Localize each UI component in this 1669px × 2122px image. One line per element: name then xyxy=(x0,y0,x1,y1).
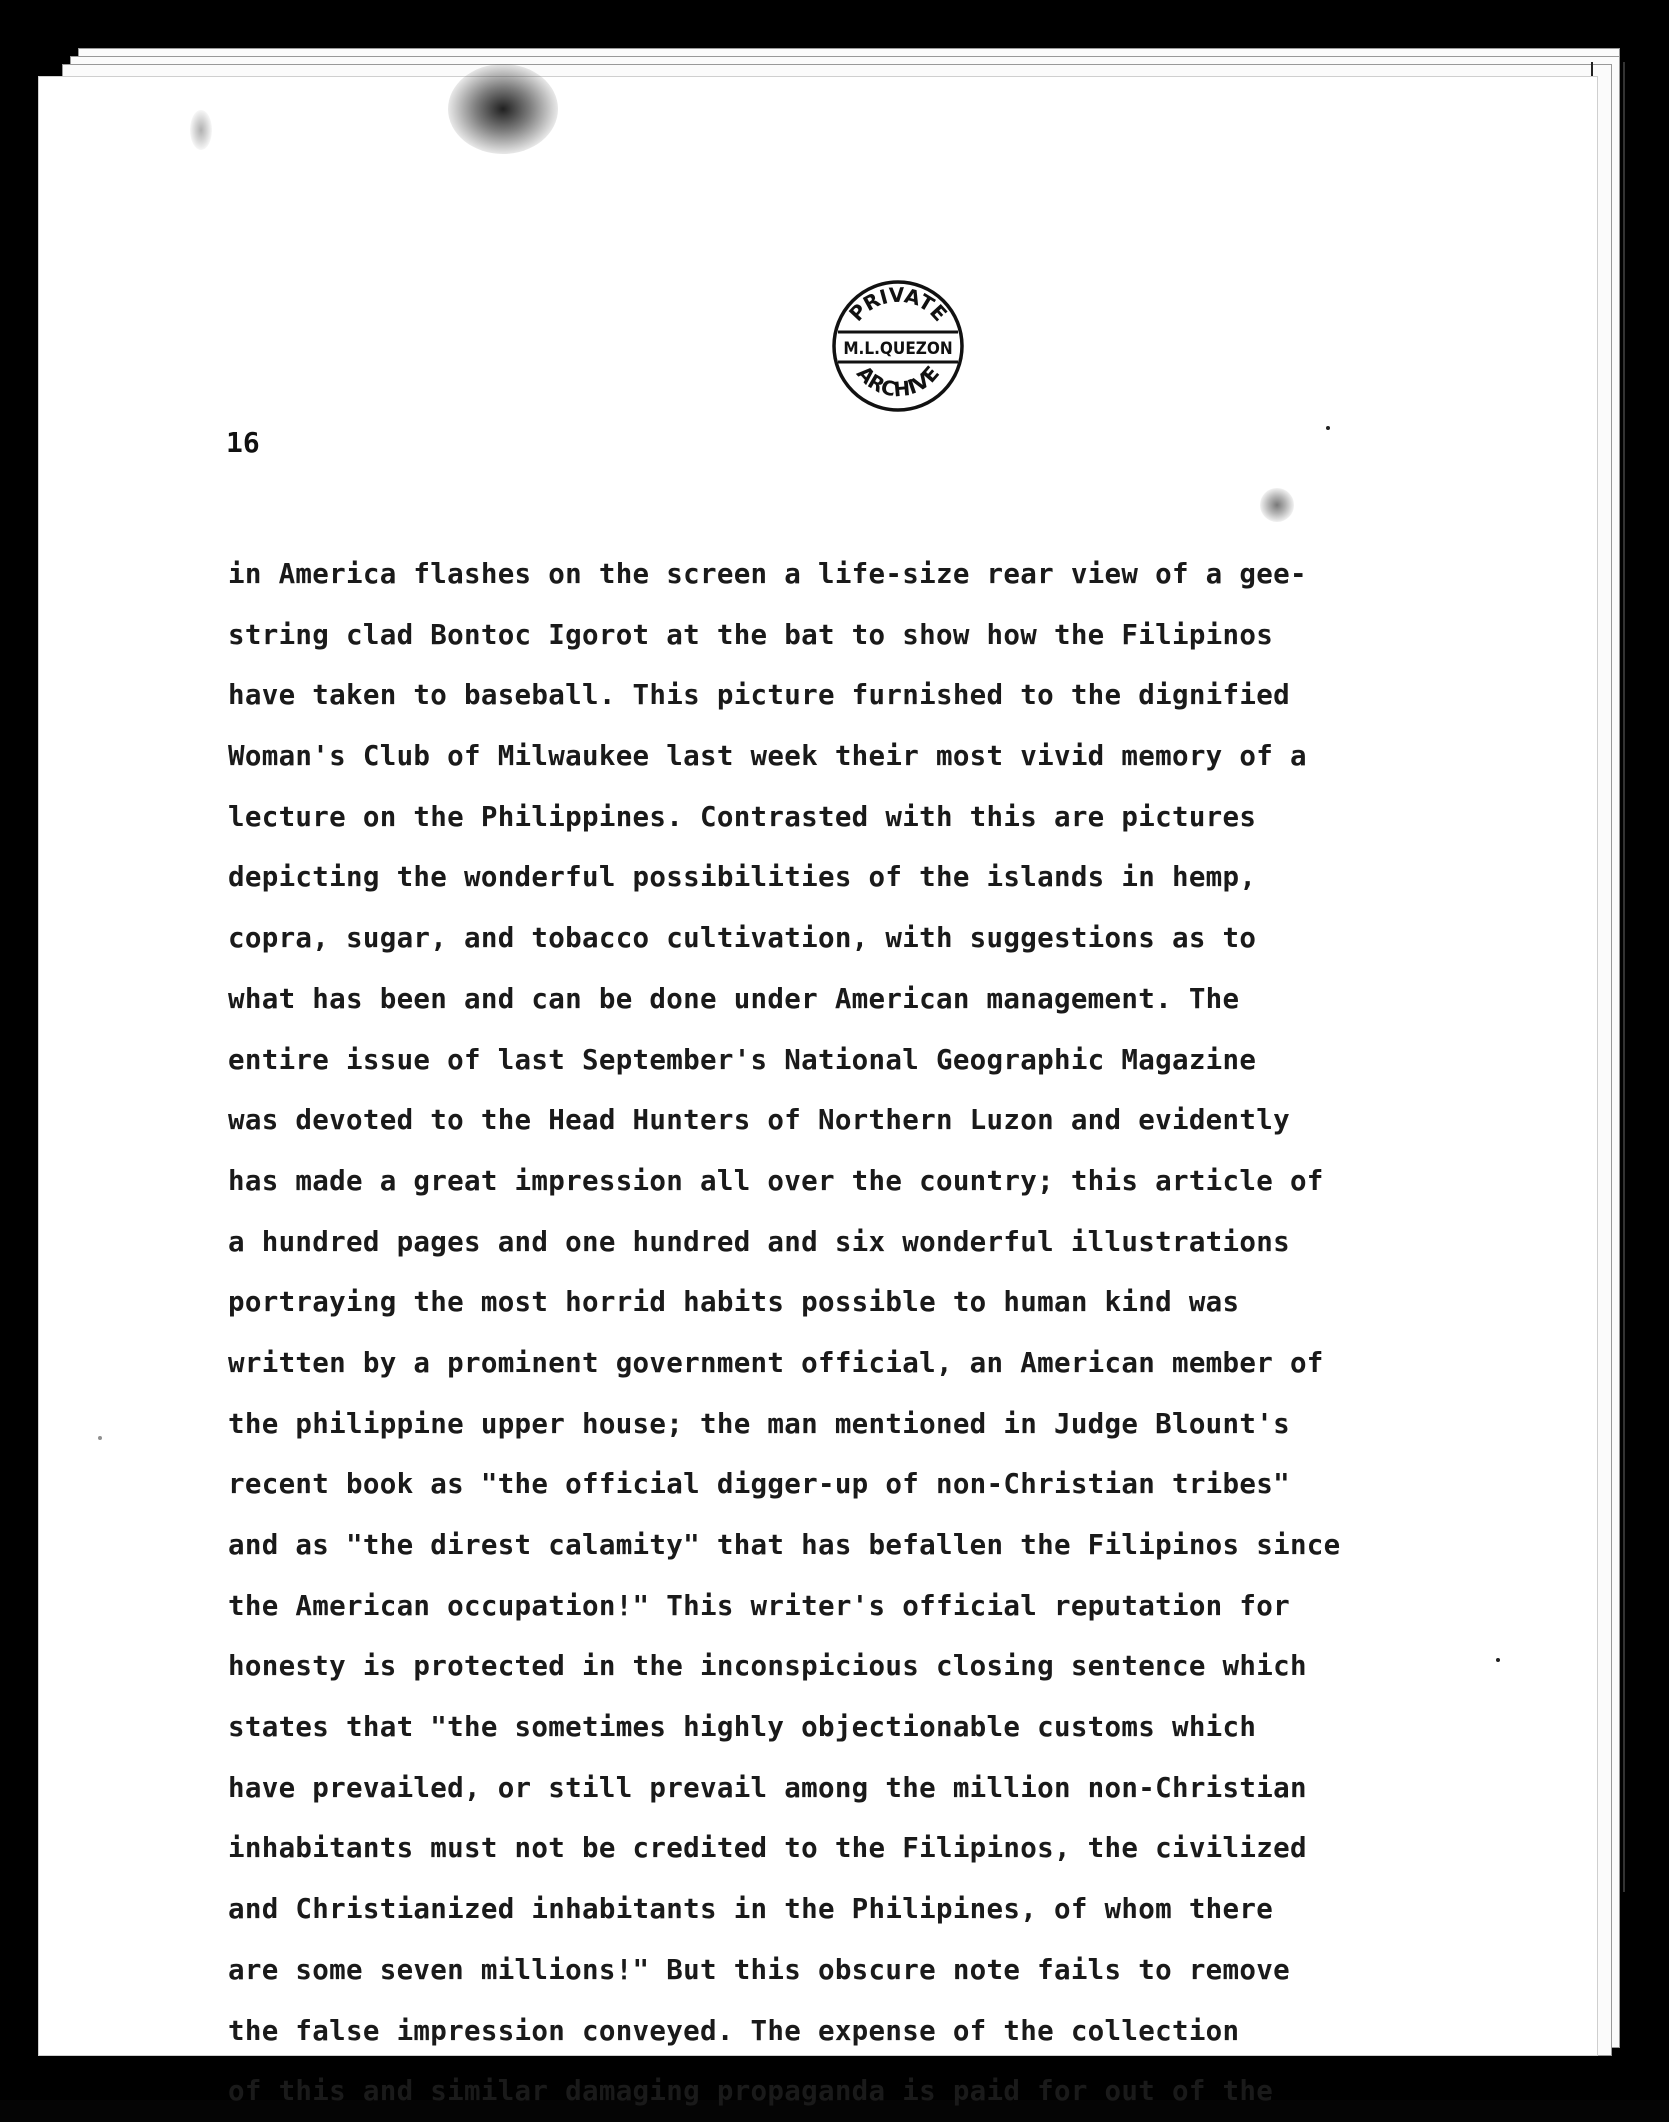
text-line: and Christianized inhabitants in the Philipines, of whom there xyxy=(228,1893,1274,1926)
text-line: honesty is protected in the inconspicious closing sentence which xyxy=(228,1650,1307,1683)
text-line: what has been and can be done under American management. The xyxy=(228,982,1240,1015)
text-line: inhabitants must not be credited to the Filipinos, the civilized xyxy=(228,1832,1307,1865)
text-line: has made a great impression all over the country; this article of xyxy=(228,1164,1324,1197)
text-line: string clad Bontoc Igorot at the bat to show how the Filipinos xyxy=(228,618,1274,651)
text-line: a hundred pages and one hundred and six wonderful illustrations xyxy=(228,1225,1290,1258)
text-line: recent book as "the official digger-up of non-Christian tribes" xyxy=(228,1468,1290,1501)
text-line: entire issue of last September's National Geographic Magazine xyxy=(228,1043,1257,1076)
text-line: have taken to baseball. This picture furnished to the dignified xyxy=(228,679,1290,712)
text-line: was devoted to the Head Hunters of Northern Luzon and evidently xyxy=(228,1104,1290,1137)
ink-smudge xyxy=(190,110,212,150)
typewritten-page xyxy=(38,76,1598,2108)
text-line: are some seven millions!" But this obscure note fails to remove xyxy=(228,1953,1290,1986)
body-text xyxy=(228,544,1538,2122)
text-line: copra, sugar, and tobacco cultivation, with suggestions as to xyxy=(228,922,1257,955)
ink-speck xyxy=(1326,426,1330,430)
text-line: written by a prominent government official, an American member of xyxy=(228,1346,1324,1379)
archive-stamp xyxy=(828,276,968,416)
text-line: the American occupation!" This writer's official reputation for xyxy=(228,1589,1290,1622)
text-line: and as "the direst calamity" that has befallen the Filipinos since xyxy=(228,1529,1341,1561)
text-line: lecture on the Philippines. Contrasted with this are pictures xyxy=(228,800,1257,833)
stamp-middle-text: M.L.QUEZON xyxy=(843,339,953,359)
text-line: in America flashes on the screen a life-size rear view of a gee- xyxy=(228,558,1307,590)
text-line: have prevailed, or still prevail among the million non-Christian xyxy=(228,1771,1307,1804)
stamp-top-text: PRIVATE xyxy=(844,282,952,326)
text-line: the false impression conveyed. The expense of the collection xyxy=(228,2014,1240,2047)
text-line: depicting the wonderful possibilities of the islands in hemp, xyxy=(228,861,1257,894)
ink-smudge xyxy=(1260,488,1294,522)
text-line: states that "the sometimes highly objectionable customs which xyxy=(228,1711,1257,1744)
ink-speck xyxy=(98,1436,102,1440)
stamp-bottom-text: ARCHIVE xyxy=(851,361,944,402)
page-number: 16 xyxy=(226,426,260,459)
ink-smudge xyxy=(448,64,558,154)
text-line: of this and similar damaging propaganda is paid for out of the xyxy=(228,2075,1274,2108)
text-line: portraying the most horrid habits possible to human kind was xyxy=(228,1286,1240,1319)
text-line: Woman's Club of Milwaukee last week their most vivid memory of a xyxy=(228,740,1307,773)
text-line: the philippine upper house; the man mentioned in Judge Blount's xyxy=(228,1407,1290,1440)
